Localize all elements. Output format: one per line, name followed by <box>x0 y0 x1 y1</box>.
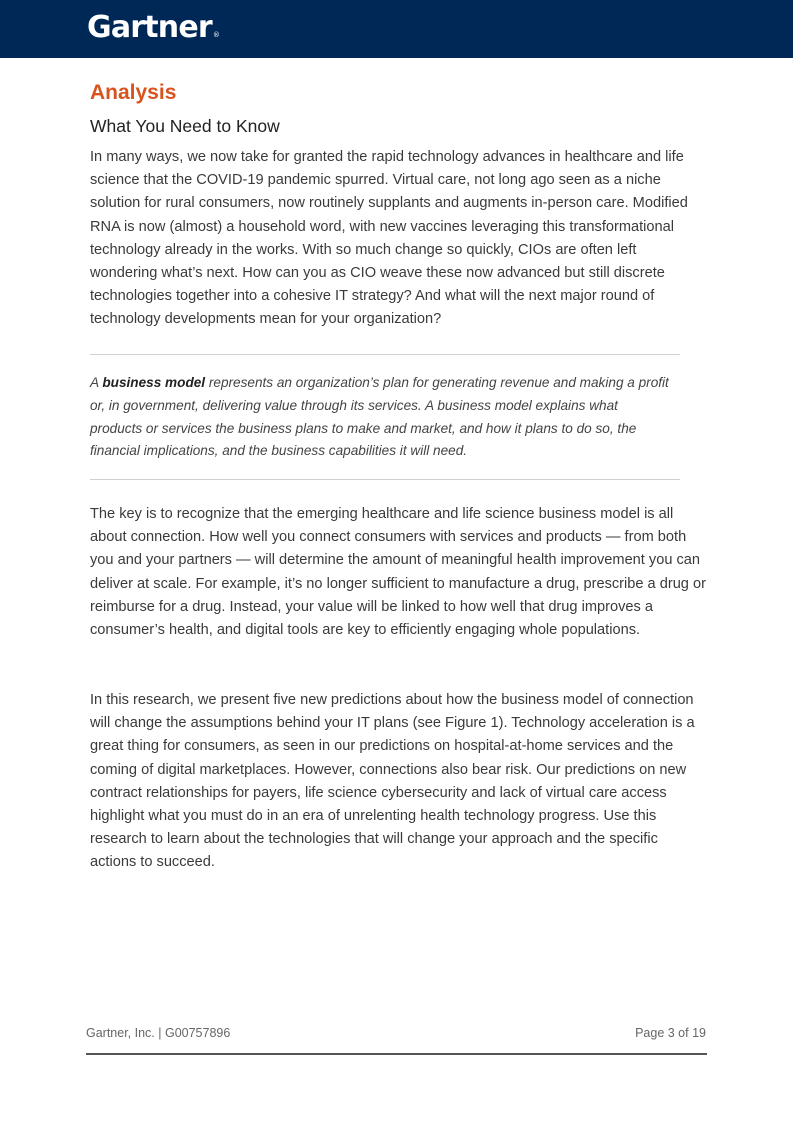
callout-term: business model <box>102 375 206 390</box>
registered-mark: ® <box>212 31 220 39</box>
paragraph-intro: In many ways, we now take for granted the rapid technology advances in healthcare and life science that the COVID-19 pandemic spurred. Virtual care, not long ago seen as a niche solution for rural consumers, now routinely supplants and augments in-person care. Modified RNA is now (almost) a household word, with new vaccines leveraging this transformational technology already in the works. With so much change so quickly, CIOs are often left wondering what’s next. How can you as CIO weave these now advanced but still discrete technologies together into a cohesive IT strategy? And what will the next major round of technology developments mean for your organization? <box>90 149 688 328</box>
footer-page-number: Page 3 of 19 <box>635 1026 706 1040</box>
subheading: What You Need to Know <box>90 116 280 136</box>
gartner-logo <box>87 8 220 55</box>
header-bar <box>0 0 793 58</box>
callout-definition: represents an organization’s plan for generating revenue and making a profit or, in government, delivering value through its services. A business model explains what products or services the business plans to make and market, and how it plans to do so, the financial implications, and the business capabilities it will need. <box>90 375 669 459</box>
callout-bottom-divider <box>90 479 680 480</box>
callout-top-divider <box>90 354 680 355</box>
footer-document-id: Gartner, Inc. | G00757896 <box>86 1026 231 1040</box>
paragraph-research: In this research, we present five new predictions about how the business model of connection will change the assumptions behind your IT plans (see Figure 1). Technology acceleration is a great thing for consumers, as seen in our predictions on hospital-at-home services and the coming of digital marketplaces. However, connections also bear risk. Our predictions on new contract relationships for payers, life science cybersecurity and lack of virtual care access highlight what you must do in an era of unrelenting health technology progress. Use this research to learn about the technologies that will change your approach and the specific actions to succeed. <box>90 692 695 871</box>
callout-prefix: A <box>90 375 103 390</box>
logo-text: Gartner <box>87 10 212 45</box>
business-model-callout <box>90 372 670 463</box>
paragraph-connection: The key is to recognize that the emerging healthcare and life science business model is all about connection. How well you connect consumers with services and products — from both you and your partners — will determine the amount of meaningful health improvement you can deliver at scale. For example, it’s no longer sufficient to manufacture a drug, prescribe a drug or reimburse for a drug. Instead, your value will be linked to how well that drug improves a consumer’s health, and digital tools are key to efficiently engaging whole populations. <box>90 506 706 639</box>
footer-divider <box>86 1053 707 1055</box>
section-title: Analysis <box>90 81 177 104</box>
